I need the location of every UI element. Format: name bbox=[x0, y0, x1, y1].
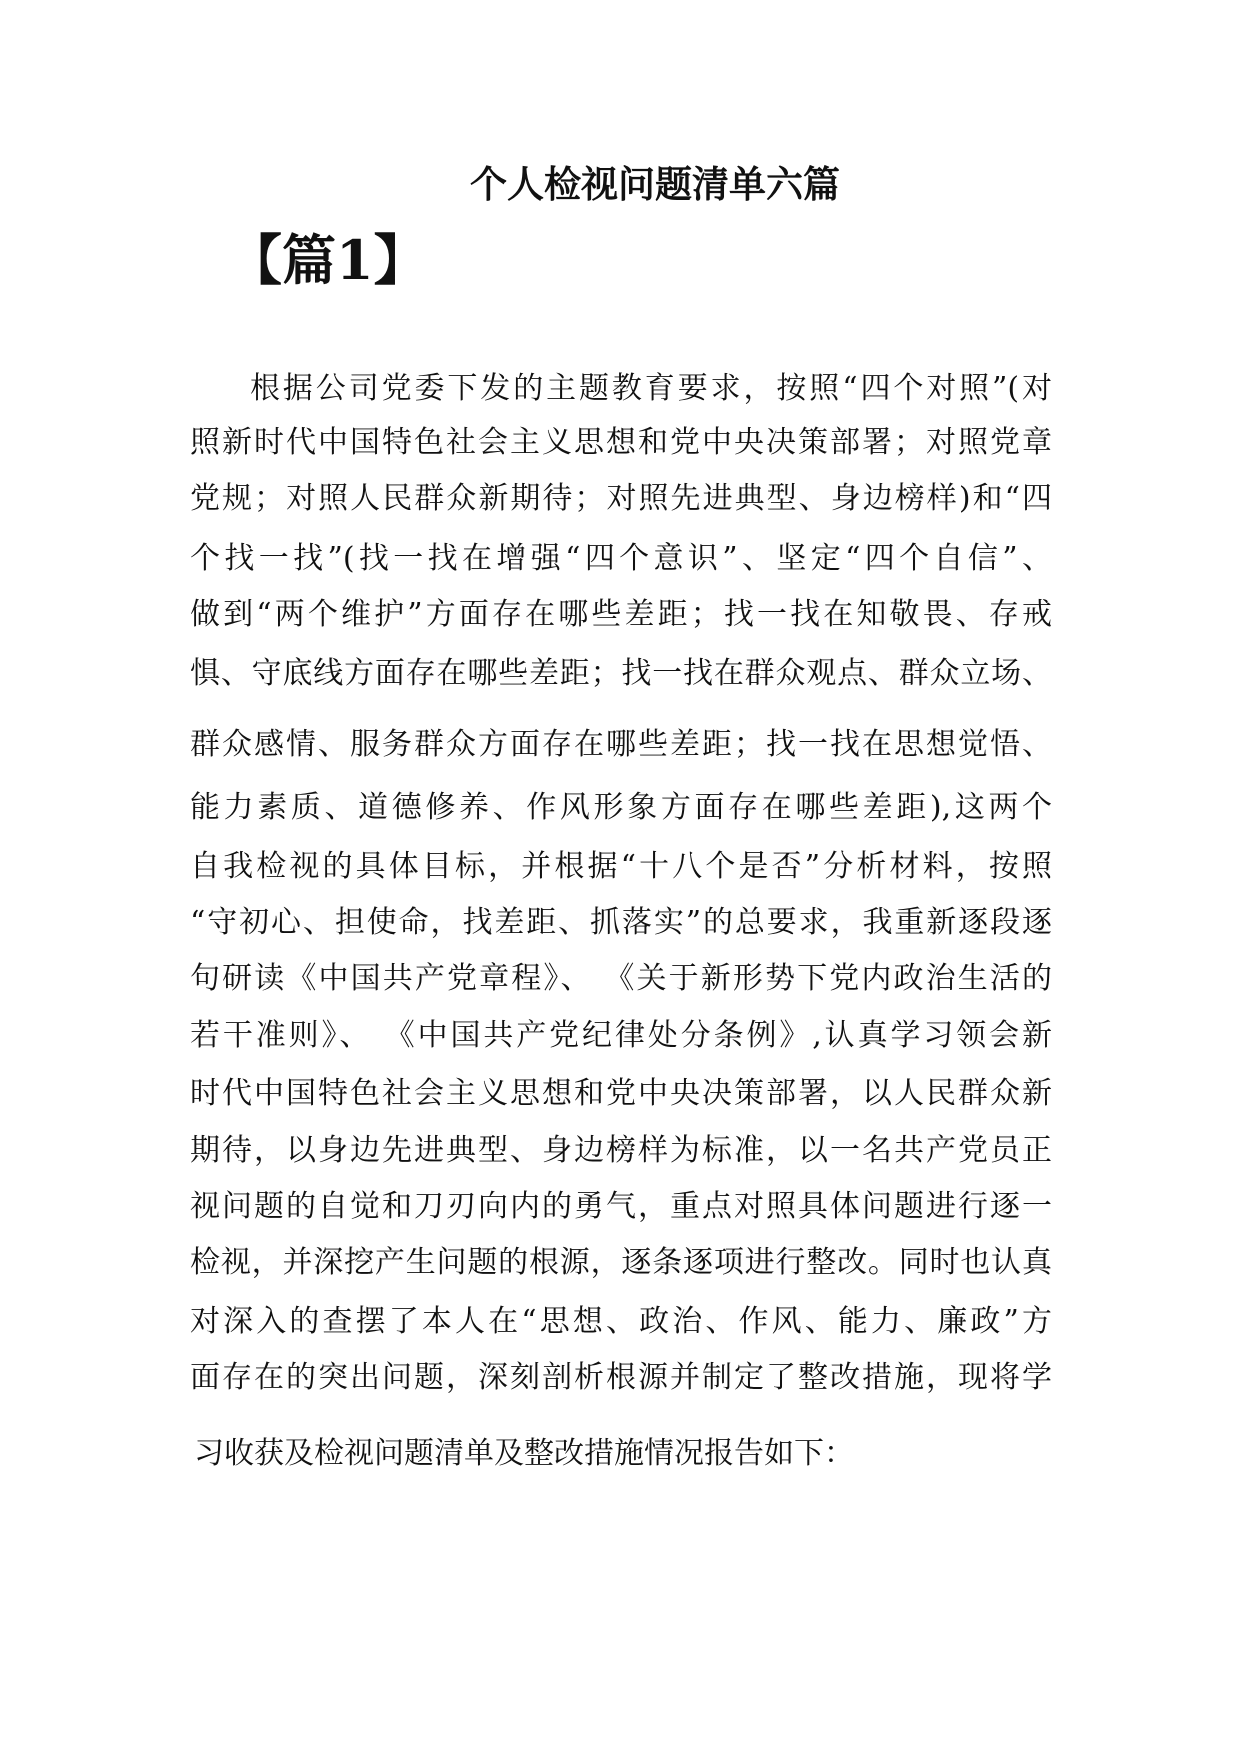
paragraph-line: 对深入的查摆了本人在“思想、政治、作风、能力、廉政”方 bbox=[190, 1304, 1052, 1339]
paragraph-line: 面存在的突出问题，深刻剖析根源并制定了整改措施，现将学 bbox=[190, 1360, 1052, 1395]
document-title: 个人检视问题清单六篇 bbox=[470, 162, 840, 206]
paragraph-line: 照新时代中国特色社会主义思想和党中央决策部署；对照党章 bbox=[190, 425, 1052, 460]
paragraph-line: 视问题的自觉和刀刃向内的勇气，重点对照具体问题进行逐一 bbox=[190, 1189, 1052, 1224]
paragraph-line: 期待，以身边先进典型、身边榜样为标准，以一名共产党员正 bbox=[190, 1133, 1052, 1168]
paragraph-line: 检视，并深挖产生问题的根源，逐条逐项进行整改。同时也认真 bbox=[190, 1245, 1052, 1280]
paragraph-line: 句研读《中国共产党章程》、 《关于新形势下党内政治生活的 bbox=[190, 961, 1052, 996]
paragraph-line: 根据公司党委下发的主题教育要求，按照“四个对照”(对 bbox=[250, 371, 1052, 406]
paragraph-line: 自我检视的具体目标，并根据“十八个是否”分析材料，按照 bbox=[190, 849, 1052, 884]
paragraph-line: “守初心、担使命，找差距、抓落实”的总要求，我重新逐段逐 bbox=[190, 905, 1052, 940]
paragraph-line: 群众感情、服务群众方面存在哪些差距；找一找在思想觉悟、 bbox=[190, 727, 1052, 762]
paragraph-line: 能力素质、道德修养、作风形象方面存在哪些差距),这两个 bbox=[190, 790, 1052, 825]
paragraph-line: 时代中国特色社会主义思想和党中央决策部署，以人民群众新 bbox=[190, 1076, 1052, 1111]
paragraph-line: 习收获及检视问题清单及整改措施情况报告如下： bbox=[194, 1436, 854, 1471]
section-heading: 【篇1】 bbox=[228, 228, 428, 292]
paragraph-line: 惧、守底线方面存在哪些差距；找一找在群众观点、群众立场、 bbox=[190, 656, 1052, 691]
paragraph-line: 若干准则》、 《中国共产党纪律处分条例》,认真学习领会新 bbox=[190, 1018, 1052, 1053]
paragraph-line: 党规；对照人民群众新期待；对照先进典型、身边榜样)和“四 bbox=[190, 481, 1052, 516]
paragraph-line: 个找一找”(找一找在增强“四个意识”、坚定“四个自信”、 bbox=[190, 541, 1052, 576]
paragraph-line: 做到“两个维护”方面存在哪些差距；找一找在知敬畏、存戒 bbox=[190, 597, 1052, 632]
